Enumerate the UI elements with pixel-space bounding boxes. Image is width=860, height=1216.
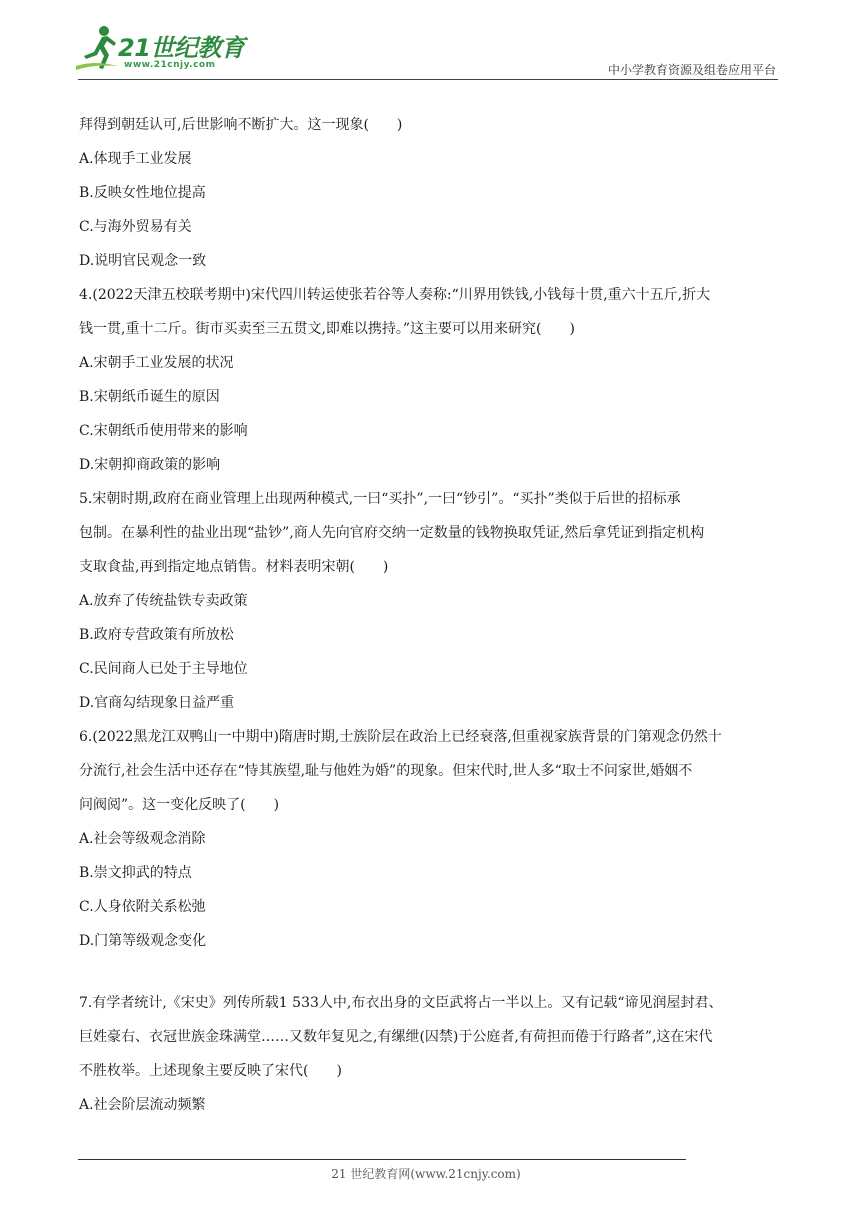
question-line: 支取食盐,再到指定地点销售。材料表明宋朝( ) — [79, 559, 389, 575]
option-line: C.人身依附关系松弛 — [79, 899, 206, 915]
footer-divider — [78, 1159, 686, 1160]
question-line: 分流行,社会生活中还存在“恃其族望,耻与他姓为婚”的现象。但宋代时,世人多“取士不问家世,婚姻不 — [79, 763, 693, 779]
option-line: A.社会等级观念消除 — [79, 831, 206, 847]
option-line: D.官商勾结现象日益严重 — [79, 695, 235, 711]
footer-link[interactable]: 21 世纪教育网(www.21cnjy.com) — [331, 1167, 521, 1181]
option-line: D.门第等级观念变化 — [79, 933, 207, 949]
question-line: 4.(2022天津五校联考期中)宋代四川转运使张若谷等人奏称:“川界用铁钱,小钱每十贯,重六十五斤,折大 — [79, 287, 711, 303]
logo-text: 21世纪教育 — [118, 34, 245, 62]
spacer — [79, 958, 783, 986]
document-body — [79, 108, 783, 1122]
platform-title: 中小学教育资源及组卷应用平台 — [607, 63, 776, 77]
option-line: A.社会阶层流动频繁 — [79, 1097, 206, 1113]
site-logo[interactable] — [74, 22, 254, 78]
option-line: D.说明官民观念一致 — [79, 253, 207, 269]
question-line: 不胜枚举。上述现象主要反映了宋代( ) — [79, 1063, 342, 1079]
text-line: 拜得到朝廷认可,后世影响不断扩大。这一现象( ) — [79, 117, 403, 133]
header-divider — [78, 79, 778, 80]
question-line: 巨姓豪右、衣冠世族金珠满堂……又数年复见之,有缧绁(囚禁)于公庭者,有荷担而倦于行路者”,这在宋代 — [79, 1029, 713, 1045]
option-line: A.宋朝手工业发展的状况 — [79, 355, 234, 371]
page-footer — [0, 1165, 860, 1182]
question-line: 6.(2022黑龙江双鸭山一中期中)隋唐时期,士族阶层在政治上已经衰落,但重视家族背景的门第观念仍然十 — [79, 729, 722, 745]
option-line: B.反映女性地位提高 — [79, 185, 206, 201]
question-line: 包制。在暴利性的盐业出现“盐钞”,商人先向官府交纳一定数量的钱物换取凭证,然后拿凭证到指定机构 — [79, 525, 705, 541]
option-line: A.放弃了传统盐铁专卖政策 — [79, 593, 248, 609]
option-line: C.与海外贸易有关 — [79, 219, 192, 235]
question-line: 钱一贯,重十二斤。街市买卖至三五贯文,即难以携持。”这主要可以用来研究( ) — [79, 321, 575, 337]
option-line: C.民间商人已处于主导地位 — [79, 661, 248, 677]
option-line: D.宋朝抑商政策的影响 — [79, 457, 221, 473]
logo-url: www.21cnjy.com — [124, 60, 216, 70]
running-figure-logo-icon — [74, 22, 120, 76]
option-line: B.崇文抑武的特点 — [79, 865, 192, 881]
question-line: 7.有学者统计,《宋史》列传所载1 533人中,布衣出身的文臣武将占一半以上。又有记载“谛见润屋封君、 — [79, 995, 723, 1011]
option-line: C.宋朝纸币使用带来的影响 — [79, 423, 248, 439]
page-header — [0, 0, 860, 82]
question-line: 5.宋朝时期,政府在商业管理上出现两种模式,一曰“买扑”,一曰“钞引”。“买扑”类似于后世的招标承 — [79, 491, 681, 507]
option-line: B.宋朝纸币诞生的原因 — [79, 389, 220, 405]
option-line: B.政府专营政策有所放松 — [79, 627, 234, 643]
option-line: A.体现手工业发展 — [79, 151, 192, 167]
question-line: 问阀阅”。这一变化反映了( ) — [79, 797, 280, 813]
